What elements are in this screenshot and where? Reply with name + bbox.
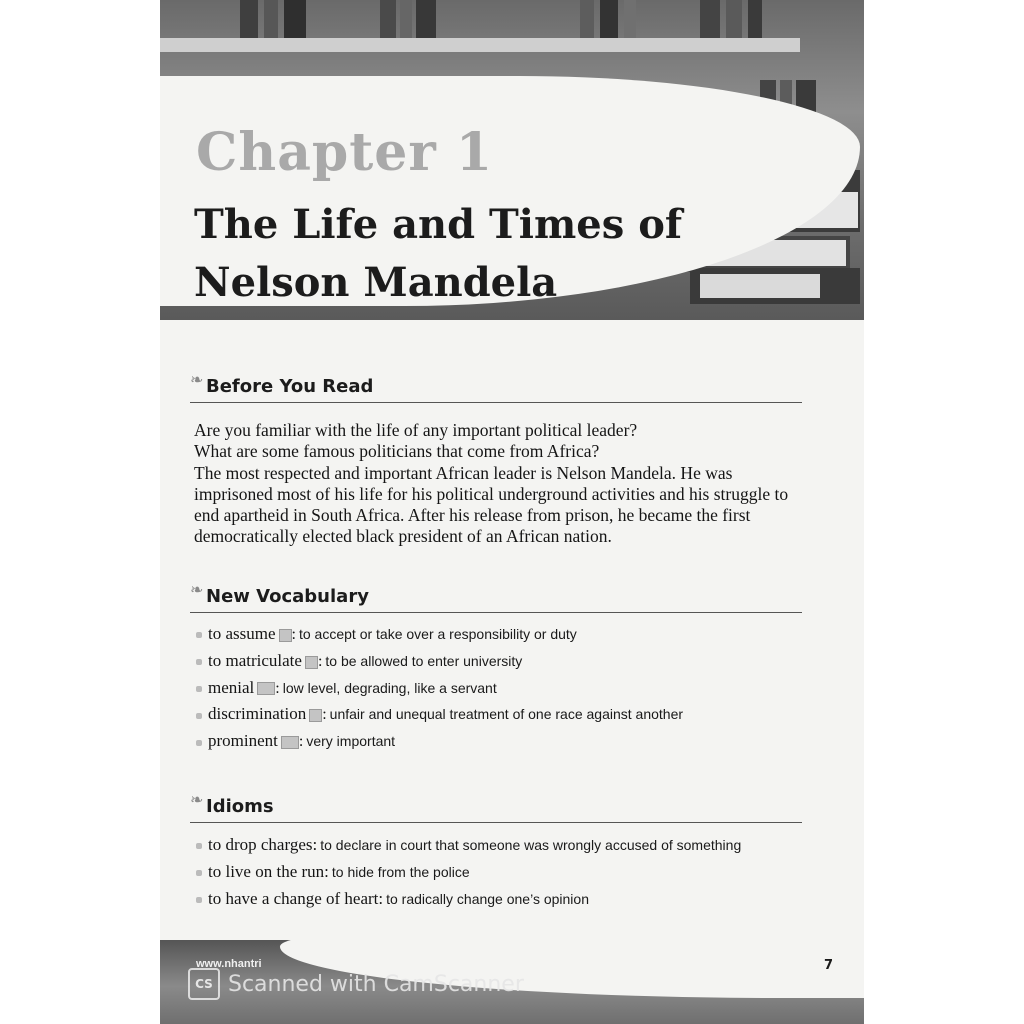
footer-url: www.nhantri bbox=[196, 958, 262, 970]
idioms-list bbox=[196, 835, 836, 915]
vocabulary-definition: to accept or take over a responsibility or duty bbox=[298, 626, 577, 642]
vocabulary-definition: to be allowed to enter university bbox=[325, 652, 523, 669]
new-vocabulary-heading bbox=[190, 582, 802, 613]
vocabulary-definition: very important bbox=[306, 733, 396, 750]
swirl-icon: ❧ bbox=[190, 582, 204, 599]
idiom-term: to have a change of heart: bbox=[208, 888, 384, 908]
verb-badge-icon bbox=[305, 656, 318, 669]
intro-line-2: What are some famous politicians that come from Africa? bbox=[194, 441, 600, 462]
vocabulary-term: prominent bbox=[208, 731, 278, 751]
idiom-item bbox=[196, 835, 836, 862]
vocabulary-term: discrimination bbox=[208, 704, 307, 724]
chapter-title-line-2: Nelson Mandela bbox=[194, 259, 558, 306]
vocabulary-item: to matriculate : to be allowed to enter university bbox=[196, 651, 836, 678]
noun-badge-icon bbox=[309, 709, 322, 722]
chapter-number: Chapter 1 bbox=[196, 122, 494, 183]
idiom-term: to live on the run: bbox=[208, 861, 329, 881]
vocabulary-definition: low level, degrading, like a servant bbox=[282, 679, 497, 696]
camscanner-logo-icon: CS bbox=[188, 968, 220, 1000]
idioms-heading bbox=[190, 792, 802, 823]
vocabulary-term: to matriculate bbox=[208, 650, 302, 670]
bullet-icon bbox=[196, 843, 202, 849]
intro-line-1: Are you familiar with the life of any important political leader? bbox=[194, 420, 638, 440]
intro-paragraph: The most respected and important African leader is Nelson Mandela. He was imprisoned most of his life for his political underground activities and his struggle to end apartheid in South Africa. After his release from prison, he became the first democratically elected black president of an African nation. bbox=[194, 462, 789, 547]
before-you-read-text bbox=[194, 420, 794, 548]
adjective-badge-icon bbox=[257, 682, 275, 695]
camscanner-watermark bbox=[188, 968, 524, 1000]
idiom-item bbox=[196, 889, 836, 916]
idiom-definition: to hide from the police bbox=[331, 863, 470, 880]
adjective-badge-icon bbox=[281, 736, 299, 749]
vocabulary-term: to assume bbox=[208, 624, 276, 643]
vocabulary-definition: unfair and unequal treatment of one race against another bbox=[329, 706, 684, 723]
page-number: 7 bbox=[824, 958, 834, 973]
before-you-read-label: Before You Read bbox=[206, 376, 374, 397]
chapter-title bbox=[194, 196, 714, 312]
swirl-icon: ❧ bbox=[190, 792, 204, 809]
vocabulary-item: to assume : to accept or take over a responsibility or duty bbox=[196, 624, 836, 651]
bullet-icon bbox=[196, 659, 202, 665]
verb-badge-icon bbox=[279, 629, 292, 642]
vocabulary-item: prominent : very important bbox=[196, 731, 836, 758]
book-page bbox=[160, 0, 864, 1024]
vocabulary-list bbox=[196, 624, 836, 758]
chapter-title-line-1: The Life and Times of bbox=[194, 201, 683, 248]
watermark-text: Scanned with CamScanner bbox=[228, 971, 524, 997]
bullet-icon bbox=[196, 632, 202, 638]
bullet-icon bbox=[196, 713, 202, 719]
before-you-read-heading bbox=[190, 372, 802, 403]
idiom-term: to drop charges: bbox=[208, 835, 318, 854]
vocabulary-item: menial : low level, degrading, like a servant bbox=[196, 678, 836, 705]
bullet-icon bbox=[196, 740, 202, 746]
vocabulary-term: menial bbox=[208, 677, 255, 697]
idiom-definition: to declare in court that someone was wrongly accused of something bbox=[320, 837, 742, 853]
vocabulary-item: discrimination : unfair and unequal treatment of one race against another bbox=[196, 704, 836, 731]
idioms-label: Idioms bbox=[206, 796, 274, 817]
bullet-icon bbox=[196, 870, 202, 876]
swirl-icon: ❧ bbox=[190, 372, 204, 389]
bullet-icon bbox=[196, 897, 202, 903]
new-vocabulary-label: New Vocabulary bbox=[206, 586, 369, 607]
bullet-icon bbox=[196, 686, 202, 692]
idiom-definition: to radically change one’s opinion bbox=[386, 890, 589, 907]
idiom-item bbox=[196, 862, 836, 889]
